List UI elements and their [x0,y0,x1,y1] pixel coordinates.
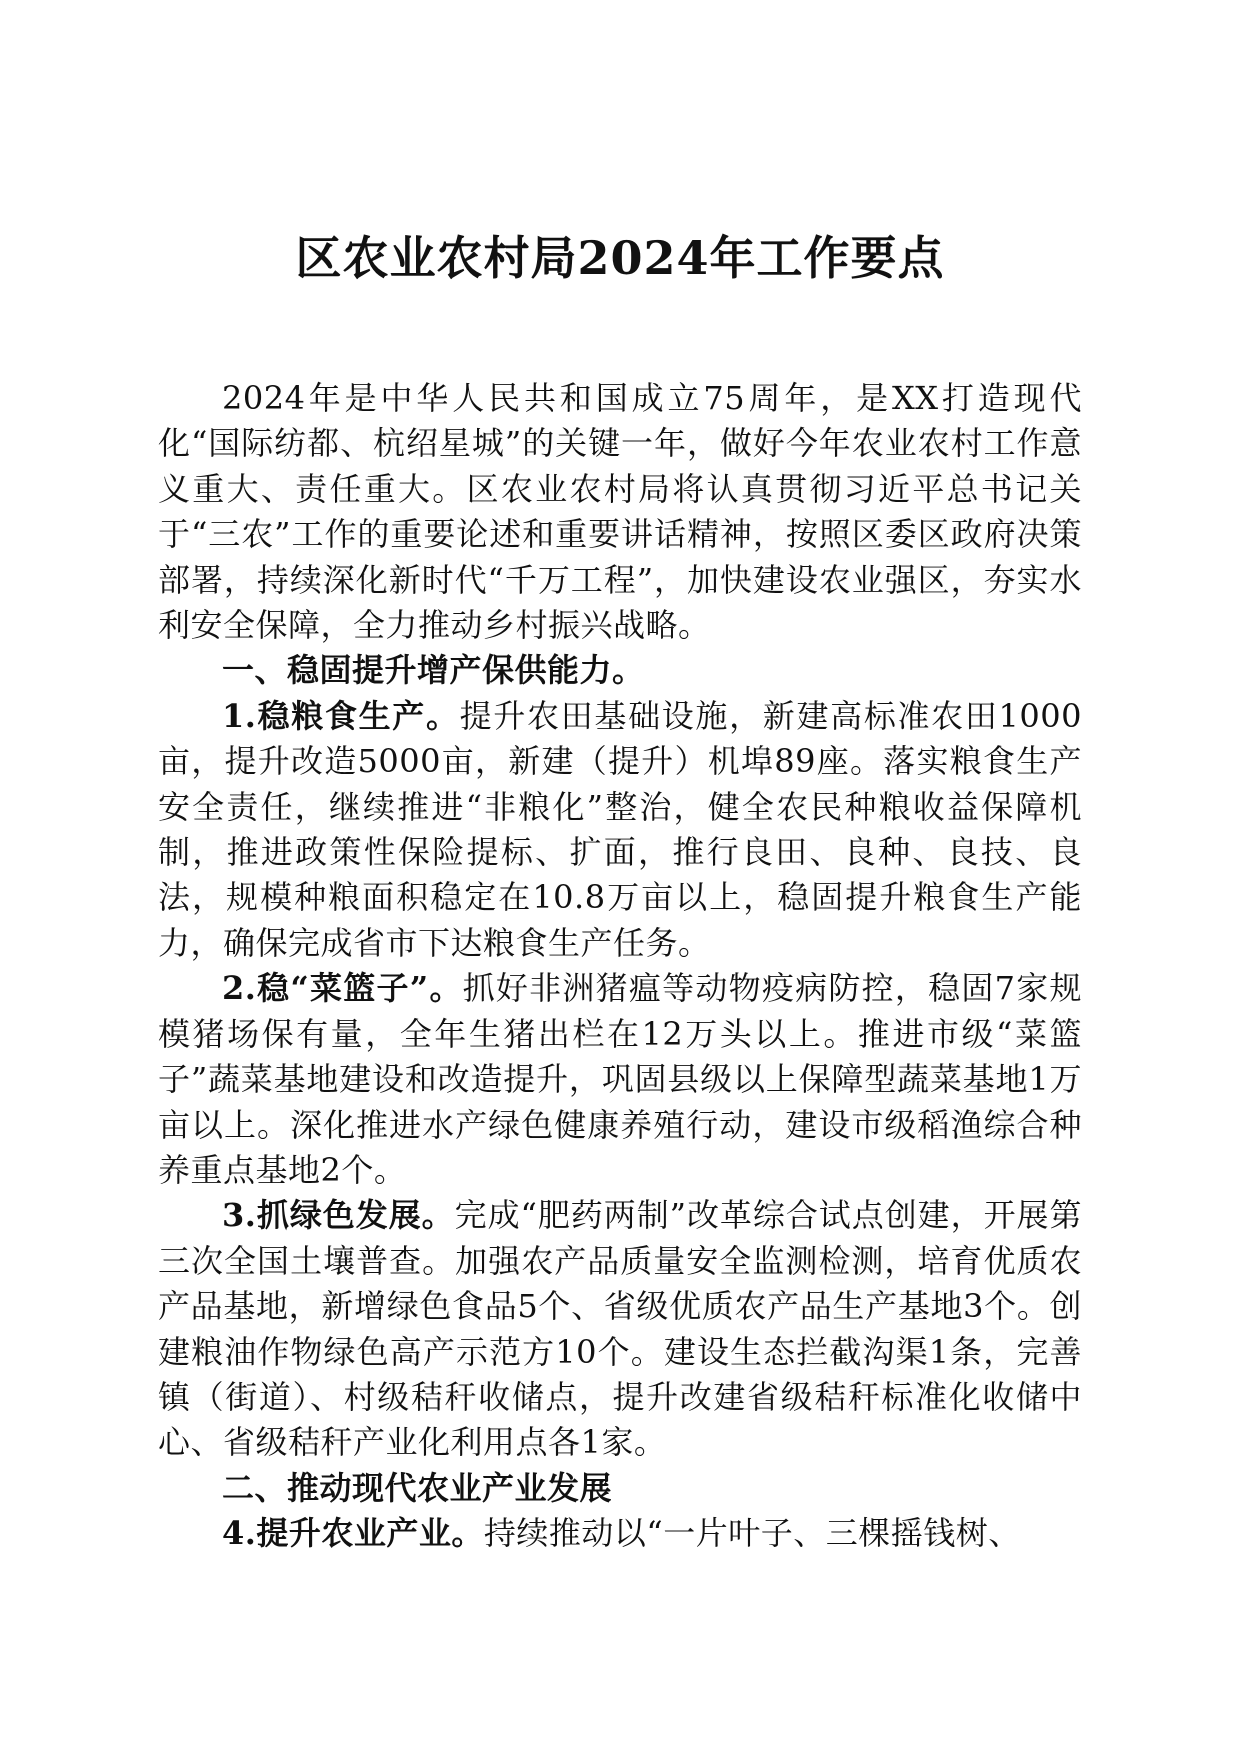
item-text-4: 持续推动以“一片叶子、三棵摇钱树、 [483,1514,1021,1553]
item-lead-2: 2.稳“菜篮子”。 [222,969,463,1008]
section-heading-2: 二、推动现代农业产业发展 [222,1468,613,1507]
item-paragraph-1 [158,694,1082,966]
item-paragraph-2 [158,966,1082,1193]
item-lead-3: 3.抓绿色发展。 [222,1196,455,1235]
item-lead-1: 1.稳粮食生产。 [222,696,460,735]
section-heading-1: 一、稳固提升增产保供能力。 [222,651,645,690]
item-text-3: 完成“肥药两制”改革综合试点创建，开展第三次全国土壤普查。加强农产品质量安全监测检测，培育优质农产品基地，新增绿色食品5个、省级优质农产品生产基地3个。创建粮油作物绿色高产示范方10个。建设生态拦截沟渠1条，完善镇（街道）、村级秸秆收储点，提升改建省级秸秆标准化收储中心、省级秸秆产业化利用点各1家。 [158,1196,1082,1462]
item-paragraph-3 [158,1193,1082,1465]
item-paragraph-4 [158,1511,1082,1556]
intro-paragraph: 2024年是中华人民共和国成立75周年，是XX打造现代化“国际纺都、杭绍星城”的关键一年，做好今年农业农村工作意义重大、责任重大。区农业农村局将认真贯彻习近平总书记关于“三农”工作的重要论述和重要讲话精神，按照区委区政府决策部署，持续深化新时代“千万工程”，加快建设农业强区，夯实水利安全保障，全力推动乡村振兴战略。 [158,379,1082,645]
item-text-2: 抓好非洲猪瘟等动物疫病防控，稳固7家规模猪场保有量，全年生猪出栏在12万头以上。推进市级“菜篮子”蔬菜基地建设和改造提升，巩固县级以上保障型蔬菜基地1万亩以上。深化推进水产绿色健康养殖行动，建设市级稻渔综合种养重点基地2个。 [158,969,1082,1189]
item-text-1: 提升农田基础设施，新建高标准农田1000亩，提升改造5000亩，新建（提升）机埠89座。落实粮食生产安全责任，继续推进“非粮化”整治，健全农民种粮收益保障机制，推进政策性保险提标、扩面，推行良田、良种、良技、良法，规模种粮面积稳定在10.8万亩以上，稳固提升粮食生产能力，确保完成省市下达粮食生产任务。 [158,696,1082,962]
document-title: 区农业农村局2024年工作要点 [295,231,945,285]
document-body [158,376,1082,1557]
item-lead-4: 4.提升农业产业。 [222,1514,484,1553]
